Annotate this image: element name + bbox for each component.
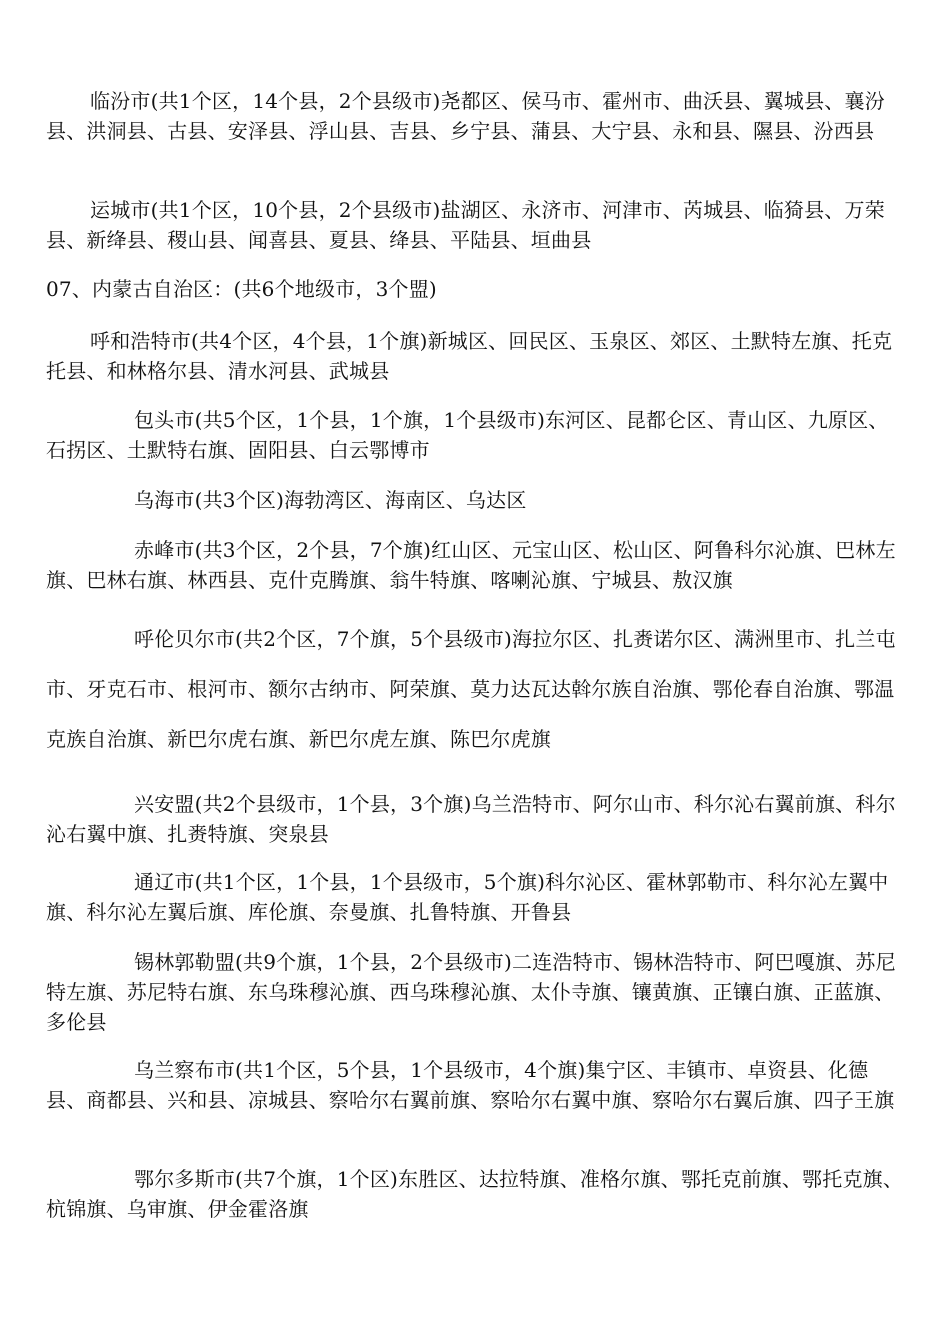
paragraph-baotou: 包头市(共5个区，1个县，1个旗，1个县级市)东河区、昆都仑区、青山区、九原区、石拐区、土默特右旗、固阳县、白云鄂博市 xyxy=(46,408,889,462)
paragraph-chifeng: 赤峰市(共3个区，2个县，7个旗)红山区、元宝山区、松山区、阿鲁科尔沁旗、巴林左旗、巴林右旗、林西县、克什克腾旗、翁牛特旗、喀喇沁旗、宁城县、敖汉旗 xyxy=(46,538,896,592)
paragraph-yuncheng: 运城市(共1个区，10个县，2个县级市)盐湖区、永济市、河津市、芮城县、临猗县、万荣县、新绛县、稷山县、闻喜县、夏县、绛县、平陆县、垣曲县 xyxy=(46,198,885,252)
paragraph-wuhai: 乌海市(共3个区)海勃湾区、海南区、乌达区 xyxy=(134,488,527,512)
paragraph-hohhot: 呼和浩特市(共4个区，4个县，1个旗)新城区、回民区、玉泉区、郊区、土默特左旗、托克托县、和林格尔县、清水河县、武城县 xyxy=(46,329,893,383)
paragraph-tongliao: 通辽市(共1个区，1个县，1个县级市，5个旗)科尔沁区、霍林郭勒市、科尔沁左翼中旗、科尔沁左翼后旗、库伦旗、奈曼旗、扎鲁特旗、开鲁县 xyxy=(46,870,889,924)
section-heading-inner-mongolia: 07、内蒙古自治区：(共6个地级市，3个盟) xyxy=(46,277,437,301)
paragraph-ordos: 鄂尔多斯市(共7个旗，1个区)东胜区、达拉特旗、准格尔旗、鄂托克前旗、鄂托克旗、杭锦旗、乌审旗、伊金霍洛旗 xyxy=(46,1167,904,1221)
paragraph-xinganmeng: 兴安盟(共2个县级市，1个县，3个旗)乌兰浩特市、阿尔山市、科尔沁右翼前旗、科尔沁右翼中旗、扎赉特旗、突泉县 xyxy=(46,792,896,846)
paragraph-ulanqab: 乌兰察布市(共1个区，5个县，1个县级市，4个旗)集宁区、丰镇市、卓资县、化德县、商都县、兴和县、凉城县、察哈尔右翼前旗、察哈尔右翼中旗、察哈尔右翼后旗、四子王旗 xyxy=(46,1058,895,1112)
paragraph-xilingol: 锡林郭勒盟(共9个旗，1个县，2个县级市)二连浩特市、锡林浩特市、阿巴嘎旗、苏尼特左旗、苏尼特右旗、东乌珠穆沁旗、西乌珠穆沁旗、太仆寺旗、镶黄旗、正镶白旗、正蓝旗、多伦县 xyxy=(46,950,896,1034)
paragraph-linfen: 临汾市(共1个区，14个县，2个县级市)尧都区、侯马市、霍州市、曲沃县、翼城县、襄汾县、洪洞县、古县、安泽县、浮山县、吉县、乡宁县、蒲县、大宁县、永和县、隰县、汾西县 xyxy=(46,89,885,143)
paragraph-hulunbuir: 呼伦贝尔市(共2个区，7个旗，5个县级市)海拉尔区、扎赉诺尔区、满洲里市、扎兰屯市、牙克石市、根河市、额尔古纳市、阿荣旗、莫力达瓦达斡尔族自治旗、鄂伦春自治旗、鄂温克族自治旗、新巴尔虎右旗、新巴尔虎左旗、陈巴尔虎旗 xyxy=(46,627,896,751)
